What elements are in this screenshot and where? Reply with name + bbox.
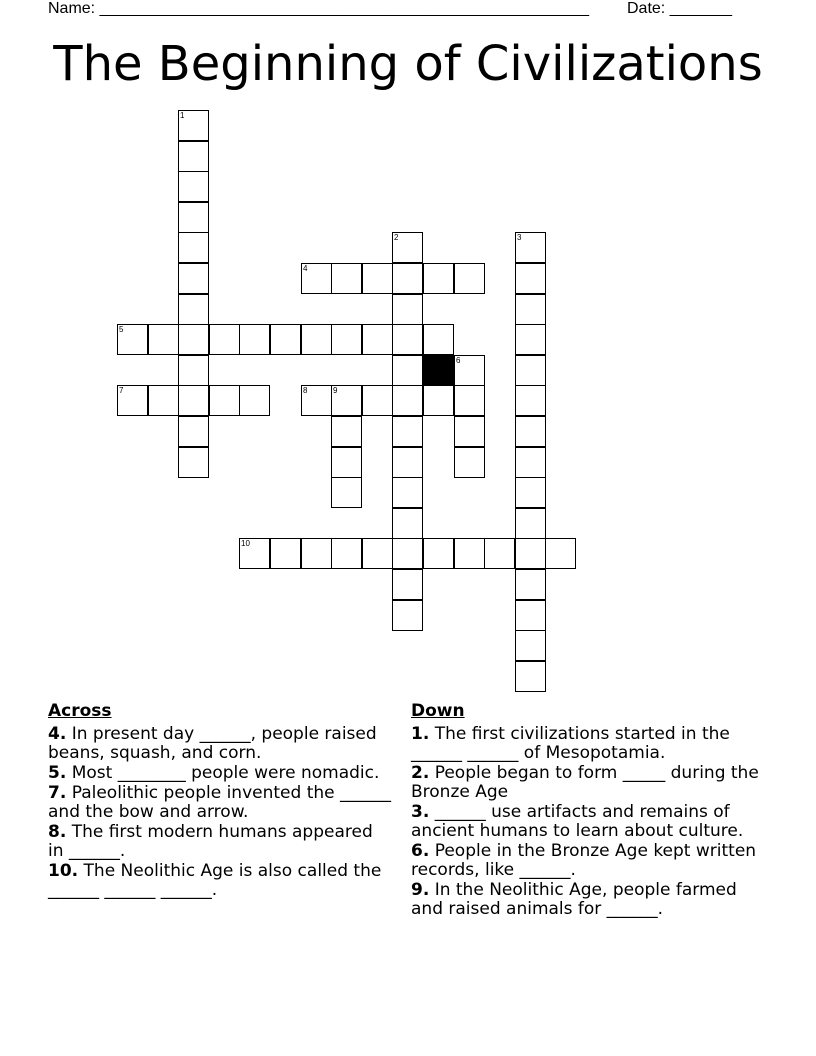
grid-cell[interactable] — [331, 538, 362, 569]
clue-number: 4. — [48, 724, 67, 744]
clue-text: People in the Bronze Age kept written records, like ______. — [411, 841, 757, 880]
grid-cell[interactable] — [178, 110, 209, 141]
grid-cell[interactable] — [270, 324, 301, 355]
grid-cell[interactable] — [392, 600, 423, 631]
clue-across-10 — [48, 862, 393, 900]
grid-cell[interactable] — [392, 538, 423, 569]
date-field-label: Date: _______ — [627, 0, 732, 17]
grid-cell[interactable] — [178, 447, 209, 478]
clue-number-label: 7 — [119, 386, 124, 395]
clue-across-5 — [48, 764, 393, 783]
clue-text: ______ use artifacts and remains of ancient humans to learn about culture. — [411, 802, 744, 841]
across-clues — [48, 702, 393, 901]
grid-cell[interactable] — [301, 538, 332, 569]
page-title: The Beginning of Civilizations — [53, 36, 763, 92]
grid-cell[interactable] — [178, 202, 209, 233]
clue-across-7 — [48, 784, 393, 822]
grid-cell[interactable] — [454, 385, 485, 416]
grid-cell[interactable] — [423, 385, 454, 416]
clue-text: Paleolithic people invented the ______ and the bow and arrow. — [48, 783, 391, 822]
grid-cell[interactable] — [423, 538, 454, 569]
grid-cell[interactable] — [515, 263, 546, 294]
grid-cell[interactable] — [331, 324, 362, 355]
grid-cell[interactable] — [362, 538, 393, 569]
grid-cell[interactable] — [515, 294, 546, 325]
grid-cell[interactable] — [178, 263, 209, 294]
clue-text: The first civilizations started in the ______ ______ of Mesopotamia. — [411, 724, 730, 763]
clue-number-label: 8 — [303, 386, 308, 395]
grid-cell[interactable] — [117, 385, 148, 416]
grid-cell[interactable] — [178, 171, 209, 202]
grid-cell[interactable] — [392, 294, 423, 325]
grid-cell[interactable] — [331, 263, 362, 294]
clue-across-8 — [48, 823, 393, 861]
grid-cell[interactable] — [392, 447, 423, 478]
clue-number-label: 9 — [333, 386, 338, 395]
grid-cell[interactable] — [515, 661, 546, 692]
grid-cell[interactable] — [362, 263, 393, 294]
clue-text: In present day ______, people raised beans, squash, and corn. — [48, 724, 377, 763]
grid-cell[interactable] — [515, 477, 546, 508]
grid-cell[interactable] — [362, 385, 393, 416]
grid-cell[interactable] — [331, 447, 362, 478]
grid-cell[interactable] — [117, 324, 148, 355]
grid-cell[interactable] — [392, 355, 423, 386]
clue-text: Most ________ people were nomadic. — [71, 763, 380, 783]
clue-number: 6. — [411, 841, 430, 861]
down-clues — [411, 702, 766, 920]
clue-down-2 — [411, 764, 766, 802]
grid-cell[interactable] — [392, 569, 423, 600]
clue-number-label: 6 — [456, 356, 461, 365]
grid-cell[interactable] — [148, 324, 179, 355]
clue-number: 7. — [48, 783, 67, 803]
clue-down-6 — [411, 842, 766, 880]
grid-cell[interactable] — [178, 416, 209, 447]
grid-cell[interactable] — [515, 324, 546, 355]
grid-cell[interactable] — [178, 232, 209, 263]
grid-cell[interactable] — [392, 416, 423, 447]
grid-cell[interactable] — [392, 477, 423, 508]
clue-number-label: 2 — [394, 233, 399, 242]
grid-cell[interactable] — [178, 324, 209, 355]
grid-cell[interactable] — [423, 263, 454, 294]
clue-text: The Neolithic Age is also called the ______ ______ ______. — [48, 861, 382, 900]
grid-cell[interactable] — [209, 385, 240, 416]
grid-cell[interactable] — [301, 263, 332, 294]
grid-cell[interactable] — [148, 385, 179, 416]
grid-cell[interactable] — [392, 324, 423, 355]
clue-number-label: 1 — [180, 111, 185, 120]
clue-number: 1. — [411, 724, 430, 744]
grid-cell[interactable] — [454, 355, 485, 386]
clue-number-label: 5 — [119, 325, 124, 334]
grid-cell[interactable] — [301, 385, 332, 416]
clue-number-label: 4 — [303, 264, 308, 273]
grid-cell[interactable] — [270, 538, 301, 569]
grid-cell[interactable] — [515, 232, 546, 263]
grid-cell[interactable] — [362, 324, 393, 355]
grid-cell[interactable] — [392, 385, 423, 416]
black-cell — [423, 355, 454, 386]
grid-cell[interactable] — [392, 263, 423, 294]
clue-down-3 — [411, 803, 766, 841]
clue-number: 8. — [48, 822, 67, 842]
clue-text: In the Neolithic Age, people farmed and raised animals for ______. — [411, 880, 737, 919]
grid-cell[interactable] — [178, 355, 209, 386]
grid-cell[interactable] — [301, 324, 332, 355]
grid-cell[interactable] — [454, 447, 485, 478]
grid-cell[interactable] — [331, 416, 362, 447]
grid-cell[interactable] — [331, 385, 362, 416]
grid-cell[interactable] — [515, 600, 546, 631]
grid-cell[interactable] — [515, 569, 546, 600]
clue-number: 10. — [48, 861, 79, 881]
across-heading: Across — [48, 701, 112, 721]
grid-cell[interactable] — [484, 538, 515, 569]
grid-cell[interactable] — [392, 508, 423, 539]
clue-number: 5. — [48, 763, 67, 783]
clue-number-label: 3 — [517, 233, 522, 242]
clue-number: 2. — [411, 763, 430, 783]
grid-cell[interactable] — [331, 477, 362, 508]
clue-text: The first modern humans appeared in ______. — [48, 822, 373, 861]
grid-cell[interactable] — [515, 630, 546, 661]
grid-cell[interactable] — [454, 538, 485, 569]
grid-cell[interactable] — [515, 385, 546, 416]
grid-cell[interactable] — [178, 385, 209, 416]
grid-cell[interactable] — [178, 141, 209, 172]
name-field-label: Name: _______________________________________________________ — [48, 0, 589, 17]
clue-number: 9. — [411, 880, 430, 900]
grid-cell[interactable] — [515, 508, 546, 539]
grid-cell[interactable] — [515, 355, 546, 386]
grid-cell[interactable] — [209, 324, 240, 355]
clue-text: People began to form _____ during the Bronze Age — [411, 763, 759, 802]
clue-down-1 — [411, 725, 766, 763]
grid-cell[interactable] — [545, 538, 576, 569]
grid-cell[interactable] — [178, 294, 209, 325]
clue-down-9 — [411, 881, 766, 919]
clue-number: 3. — [411, 802, 430, 822]
grid-cell[interactable] — [423, 324, 454, 355]
grid-cell[interactable] — [515, 416, 546, 447]
grid-cell[interactable] — [454, 263, 485, 294]
grid-cell[interactable] — [515, 447, 546, 478]
grid-cell[interactable] — [239, 538, 270, 569]
grid-cell[interactable] — [454, 416, 485, 447]
grid-cell[interactable] — [239, 385, 270, 416]
clue-across-4 — [48, 725, 393, 763]
grid-cell[interactable] — [515, 538, 546, 569]
down-heading: Down — [411, 701, 465, 721]
grid-cell[interactable] — [392, 232, 423, 263]
grid-cell[interactable] — [239, 324, 270, 355]
clue-number-label: 10 — [241, 539, 250, 548]
